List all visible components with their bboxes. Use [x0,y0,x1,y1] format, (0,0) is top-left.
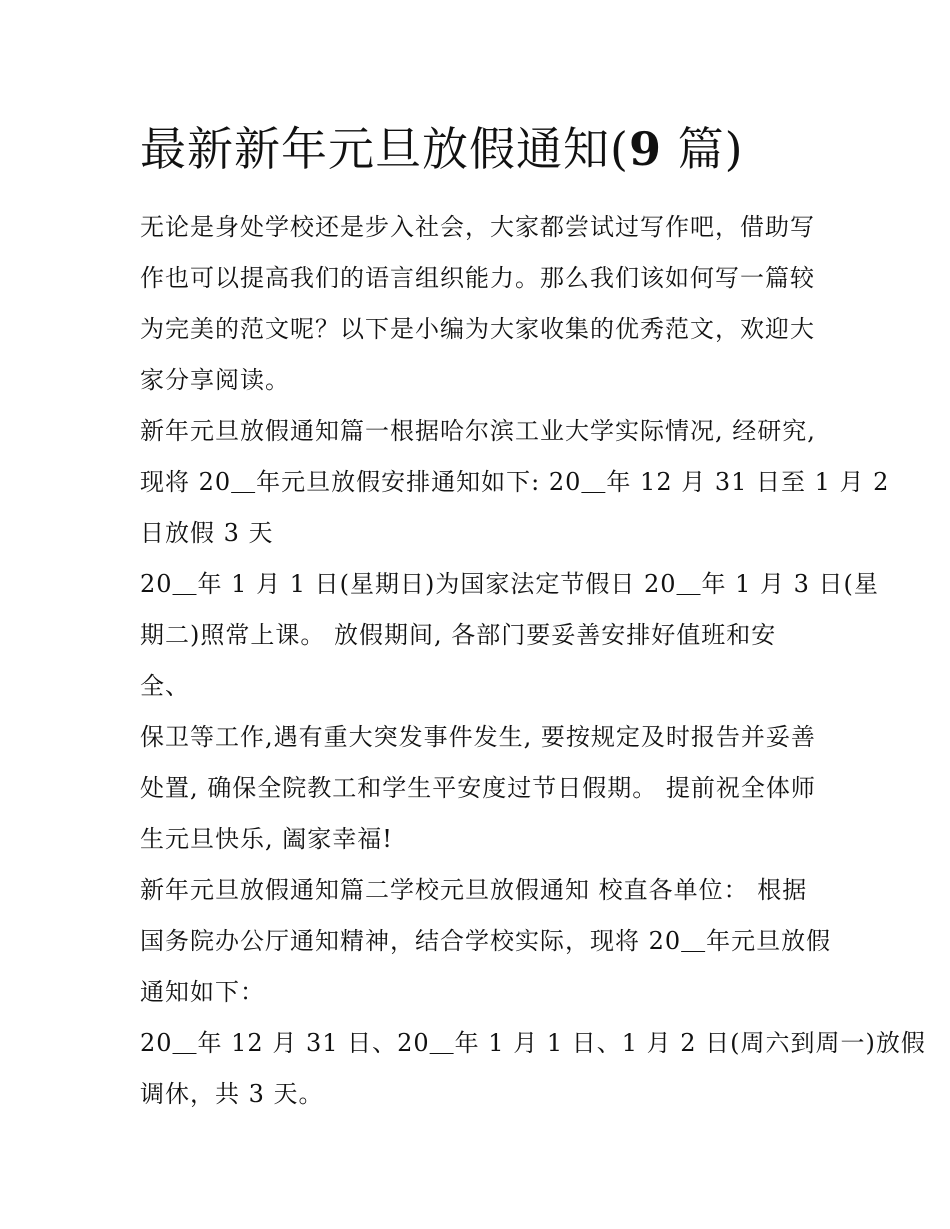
text-line: 新年元旦放假通知篇一根据哈尔滨工业大学实际情况, 经研究, [140,417,816,445]
text-line: 保卫等工作,遇有重大突发事件发生, 要按规定及时报告并妥善 [140,723,816,751]
title-number: 9 [628,122,662,176]
text-line: 调休，共 3 天。 [140,1080,324,1108]
title-suffix: 篇) [661,122,744,176]
text-line: 20＿年 1 月 1 日(星期日)为国家法定节假日 20＿年 1 月 3 日(星 [140,570,879,598]
text-line: 生元旦快乐, 阖家幸福! [140,825,393,853]
text-line: 通知如下： [140,978,265,1006]
text-line: 现将 20＿年元旦放假安排通知如下: 20＿年 12 月 31 日至 1 月 2 [140,468,890,496]
text-line: 为完美的范文呢？以下是小编为大家收集的优秀范文，欢迎大 [140,315,815,343]
text-line: 新年元旦放假通知篇二学校元旦放假通知 校直各单位： 根据 [140,876,808,904]
text-line: 家分享阅读。 [140,366,290,394]
document-page [140,118,926,1120]
text-line: 作也可以提高我们的语言组织能力。那么我们该如何写一篇较 [140,264,815,292]
text-line: 20＿年 12 月 31 日、20＿年 1 月 1 日、1 月 2 日(周六到周一)放假 [140,1029,926,1057]
page-title [140,118,815,180]
text-line: 日放假 3 天 [140,519,274,547]
title-prefix: 最新新年元旦放假通知( [140,122,629,176]
text-line: 无论是身处学校还是步入社会，大家都尝试过写作吧，借助写 [140,213,815,241]
text-line: 期二)照常上课。 放假期间, 各部门要妥善安排好值班和安 [140,621,777,649]
text-line: 处置, 确保全院教工和学生平安度过节日假期。 提前祝全体师 [140,774,816,802]
document-body [140,202,926,1120]
text-line: 国务院办公厅通知精神，结合学校实际，现将 20＿年元旦放假 [140,927,832,955]
text-line: 全、 [140,672,190,700]
